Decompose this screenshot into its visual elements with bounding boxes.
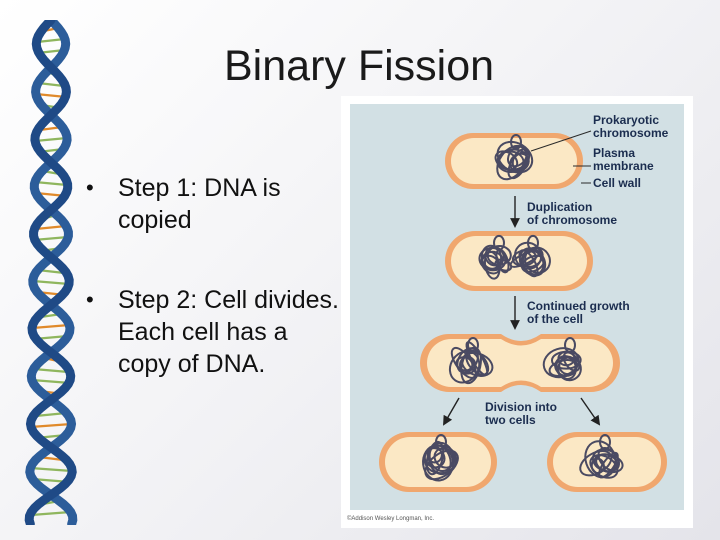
bullet-item-step-2 <box>86 284 346 380</box>
bullet-text: Step 1: DNA is copied <box>118 174 281 234</box>
bullet-text: Step 2: Cell divides. Each cell has a copy of DNA. <box>118 286 339 378</box>
binary-fission-diagram <box>341 96 693 528</box>
bullet-list <box>86 172 346 428</box>
bullet-marker: • <box>86 287 94 312</box>
cell-duplicated <box>445 231 593 291</box>
dna-helix-decoration <box>18 20 88 525</box>
label-division: Division into two cells <box>485 400 557 427</box>
bullet-item-step-1 <box>86 172 346 236</box>
cell-growing <box>420 334 620 392</box>
label-prokaryotic-chromosome: Prokaryotic chromosome <box>593 113 669 140</box>
bullet-marker: • <box>86 175 94 200</box>
cell-initial <box>445 133 583 189</box>
label-continued-growth: Continued growth of the cell <box>527 299 630 326</box>
label-duplication: Duplication of chromosome <box>527 200 618 227</box>
slide-title: Binary Fission <box>224 42 495 90</box>
daughter-cell-left <box>379 432 497 492</box>
figure-credit: ©Addison Wesley Longman, Inc. <box>347 516 435 522</box>
daughter-cell-right <box>547 432 667 492</box>
label-cell-wall: Cell wall <box>593 176 642 190</box>
label-plasma-membrane: Plasma membrane <box>593 146 654 173</box>
